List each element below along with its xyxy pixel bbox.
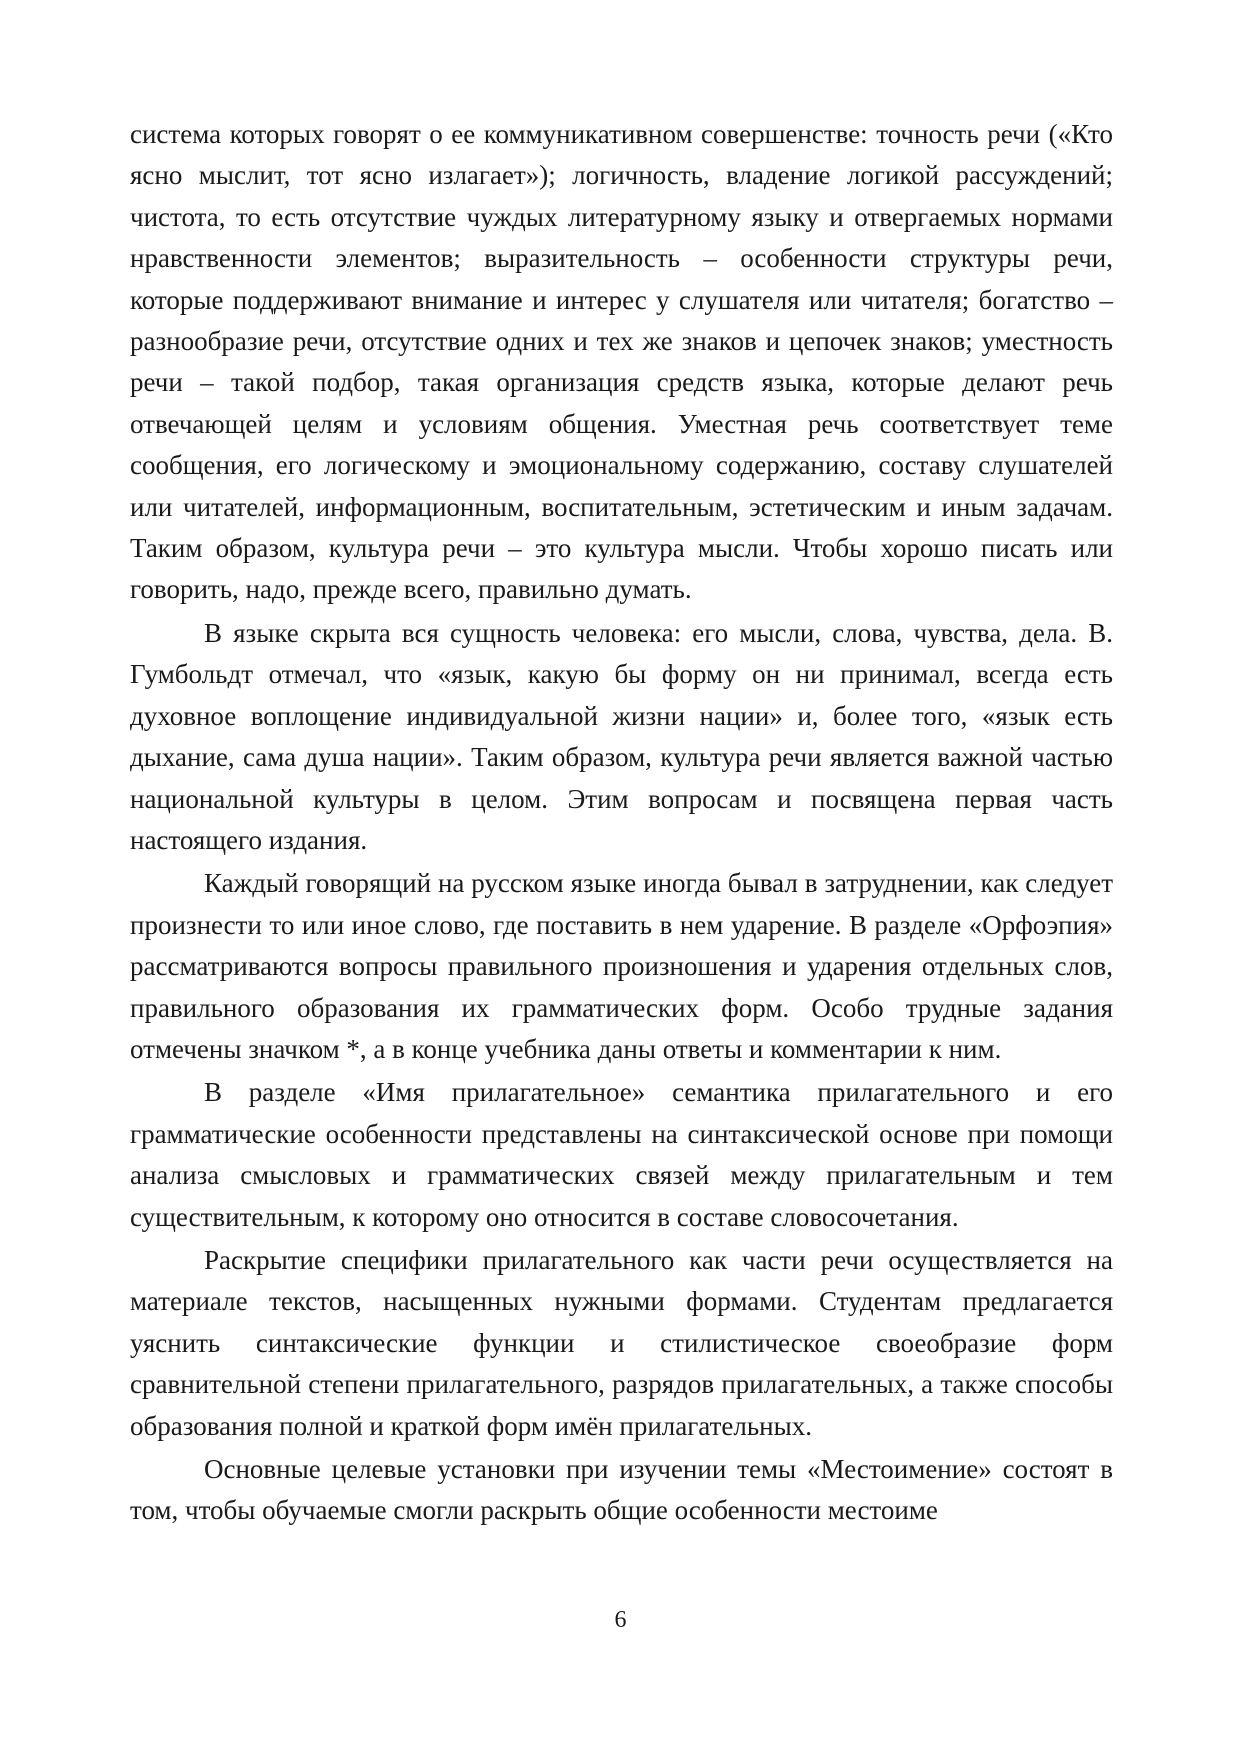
paragraph-3: Каждый говорящий на русском языке иногда бывал в затруднении, как следует произнести то или иное слово, где поставить в нем ударение. В разделе «Орфоэпия» рассматриваются вопросы правильного произношения и ударения отдельных слов, правильного образования их грамматических форм. Особо трудные задания отмечены значком *, а в конце учебника даны ответы и комментарии к ним. — [130, 868, 1113, 1064]
paragraph-2: В языке скрыта вся сущность человека: его мысли, слова, чувства, дела. В. Гумбольдт отмечал, что «язык, какую бы форму он ни принимал, всегда есть духовное воплощение индивидуальной жизни нации» и, более того, «язык есть дыхание, сама душа нации». Таким образом, культура речи является важной частью национальной культуры в целом. Этим вопросам и посвящена первая часть настоящего издания. — [130, 617, 1113, 855]
paragraph-4: В разделе «Имя прилагательное» семантика прилагательного и его грамматические особенности представлены на синтаксической основе при помощи анализа смысловых и грамматических связей между прилагательным и тем существительным, к которому оно относится в составе словосочетания. — [130, 1077, 1113, 1232]
page-body-text — [130, 114, 1113, 1532]
page-number: 6 — [614, 1607, 627, 1633]
paragraph-5: Раскрытие специфики прилагательного как части речи осуществляется на материале текстов, насыщенных нужными формами. Студентам предлагается уяснить синтаксические функции и стилистическое своеобразие форм сравнительной степени прилагательного, разрядов прилагательных, а также способы образования полной и краткой форм имён прилагательных. — [130, 1244, 1113, 1441]
paragraph-1: система которых говорят о ее коммуникативном совершенстве: точность речи («Кто ясно мыслит, тот ясно излагает»); логичность, владение логикой рассуждений; чистота, то есть отсутствие чуждых литературному языку и отвергаемых нормами нравственности элементов; выразительность – особенности структуры речи, которые поддерживают внимание и интерес у слушателя или читателя; богатство – разнообразие речи, отсутствие одних и тех же знаков и цепочек знаков; уместность речи – такой подбор, такая организация средств языка, которые делают речь отвечающей целям и условиям общения. Уместная речь соответствует теме сообщения, его логическому и эмоциональному содержанию, составу слушателей или читателей, информационным, воспитательным, эстетическим и иным задачам. Таким образом, культура речи – это культура мысли. Чтобы хорошо писать или говорить, надо, прежде всего, правильно думать. — [130, 119, 1113, 605]
paragraph-6: Основные целевые установки при изучении темы «Местоимение» состоят в том, чтобы обучаемые смогли раскрыть общие особенности местоиме — [130, 1454, 1113, 1526]
